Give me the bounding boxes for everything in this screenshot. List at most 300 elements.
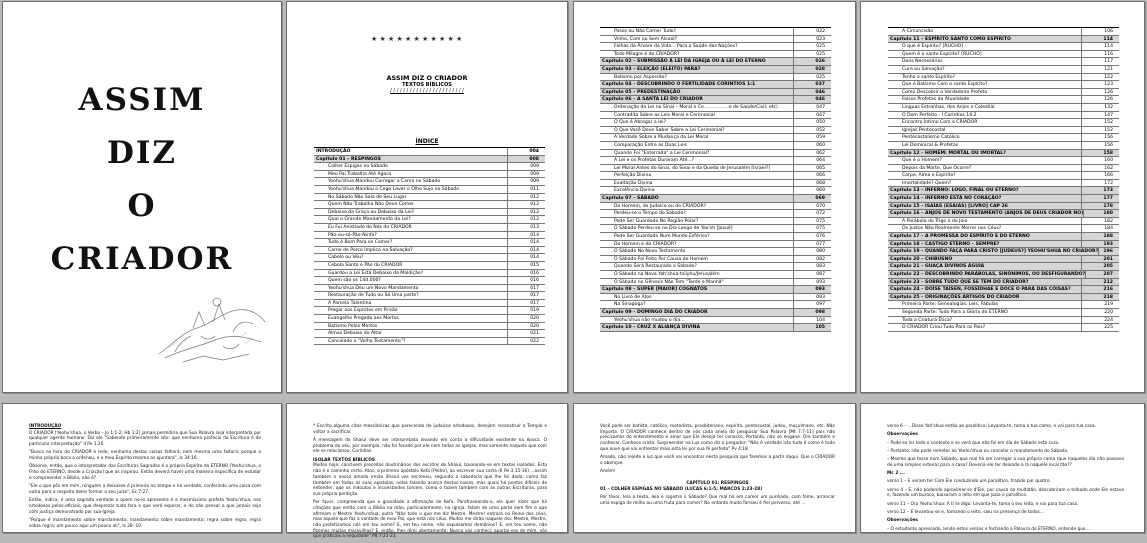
toc-entry-title: No Sábado Não Saia de Seu Lugar (328, 194, 407, 200)
toc-row[interactable] (314, 270, 545, 278)
toc-row[interactable] (888, 74, 1119, 82)
toc-row[interactable] (888, 218, 1119, 226)
paragraph: verso 1 – E veram ter Com Ele conduzindo um paralítico, trazido por quatro. (887, 479, 1051, 485)
toc-entry-page: 156 (1081, 142, 1119, 149)
toc-entry-title: Capítulo 20 – CHIBUSNO (890, 256, 953, 262)
toc-entry-title: Imortalidade? Quem? (902, 180, 952, 186)
toc-entry-page: 075 (793, 218, 831, 225)
toc-row[interactable] (314, 224, 545, 232)
toc-entry-page: 156 (1081, 134, 1119, 141)
toc-row[interactable] (600, 203, 831, 211)
toc-chapter-row[interactable] (888, 203, 1119, 211)
toc-chapter-row[interactable] (888, 256, 1119, 264)
toc-entry-title: Corpo, Alma e Espírito? (902, 173, 956, 179)
toc-entry-page: 166 (1081, 172, 1119, 179)
toc-row[interactable] (600, 248, 831, 256)
chapter-heading: CAPÍTULO 01: RESPINGOS (686, 480, 749, 486)
bullet-item: – Pode-se ler todo o contexto e se verá que não foi em dia de Sábado esta cura. (887, 440, 1060, 446)
toc-entry-title: Falsos Profetas da Atualidade (902, 97, 970, 103)
toc-row[interactable] (314, 323, 545, 331)
toc-row[interactable] (888, 112, 1119, 120)
toc-row[interactable] (888, 172, 1119, 180)
paragraph: "Porque é mandamento sobre mandamento, mandamento sobre mandamento; regra sobre regra, regra sobre regra; um pouco aqui um pouco ali", Is 28: 10. (29, 517, 261, 529)
toc-entry-page: 173 (1081, 187, 1119, 194)
paragraph: Observe, então, que o interpretador das Escrituras Sagradas é o próprio Espírito do ETERNO [Yeohu'shua, o Filho do ETERNO, desde a Criação] que as inspirou. Então deverá haver uma maneira específica de estudar e compreender a Bíblia, não é? (29, 464, 261, 481)
toc-row[interactable] (600, 119, 831, 127)
toc-entry-title: Vinho, Com ou Sem Álcool? (614, 36, 677, 42)
bullet-item: – Portanto, não pode remeter ao Yeohu'shua ou cancelar o mandamento do Sábado. (887, 448, 1069, 454)
toc-entry-title: Exaltação Divina (614, 180, 653, 186)
toc-entry-page: 121 (1081, 66, 1119, 73)
toc-entry-title: Debaixo da Graça ou Debaixo da Lei? (328, 209, 415, 215)
toc-row[interactable] (600, 271, 831, 279)
toc-row[interactable] (314, 232, 545, 240)
toc-entry-title: Capítulo 16 – ANJOS DE NOVO TESTAMENTO (ANJOS DE DEUS CRIADOR NO) (890, 211, 1084, 217)
toc-chapter-row[interactable] (888, 36, 1119, 44)
toc-entry-title: Cura ou Salvação? (902, 66, 945, 72)
toc-table (888, 27, 1119, 332)
toc-row[interactable] (600, 218, 831, 226)
toc-entry-title: O Sábado no Gênesis Não Tem "Tarde e Manhã" (614, 279, 724, 285)
paragraph: Você pode ser batista, católico, metodista, presbiteriano, espírita, pentecostal, judeu, muçulmano, etc. Não importa. O CRIADOR conhece dentro de nós cada anelo do pesquisar Sua Palavra [Mt 7:7-11] pois não precisamos do entendimento e amor que Ele deseja ter conosco, Portanto, não se engane. Ore também e conhecer. Conhece cristo. Surpreender na Luz como diz o pregador: "Não é verdade isto tudo é como é tudo que ouve que vai enfrentar mais esta lei por sua fé perfeito" Pv 4:18. (600, 424, 835, 452)
toc-row[interactable] (888, 225, 1119, 233)
toc-row[interactable] (600, 241, 831, 249)
toc-entry-title: Capítulo 18 – CASTIGO ETERNO – SEMPRE? (890, 241, 1000, 247)
toc-row[interactable] (600, 157, 831, 165)
toc-entry-title: Yeohu'shua não mudou o dia... (614, 317, 685, 323)
toc-entry-page: 059 (793, 134, 831, 141)
toc-row[interactable] (600, 165, 831, 173)
toc-row[interactable] (314, 285, 545, 293)
bullet-text: O estudante apressado, lendo estes versos e fechando a Palavra do ETERNO, entende que ... (890, 526, 1092, 532)
toc-entry-title: Os Justos Não Realmente Morrer nos Céus? (902, 226, 1002, 232)
toc-entry-page: 114 (1081, 43, 1119, 50)
toc-row[interactable] (600, 51, 831, 59)
toc-entry-title: Na Sinagoga? (614, 302, 646, 308)
toc-chapter-row[interactable] (888, 271, 1119, 279)
toc-row[interactable] (314, 239, 545, 247)
toc-row[interactable] (888, 104, 1119, 112)
toc-chapter-row[interactable] (888, 210, 1119, 218)
toc-row[interactable] (888, 119, 1119, 127)
toc-row[interactable] (314, 247, 545, 255)
toc-entry-title: INTRODUÇÃO (316, 149, 351, 154)
toc-entry-title: Encontro Íntimo Com o CRIADOR (902, 120, 978, 126)
toc-entry-page: 097 (793, 301, 831, 308)
toc-entry-title: O Sábado Foi Feito Por Causa do Homem (614, 256, 708, 262)
toc-entry-page: 080 (793, 248, 831, 255)
toc-entry-title: A Circuncisão (902, 29, 934, 34)
toc-row[interactable] (600, 112, 831, 120)
toc-entry-title: Pentecostalismo Católico (902, 135, 960, 141)
toc-row[interactable] (600, 233, 831, 241)
toc-row[interactable] (314, 315, 545, 323)
toc-entry-title: Lei Dominical & Profetas (902, 142, 959, 148)
toc-entry-page: 116 (1081, 51, 1119, 58)
toc-row[interactable] (600, 142, 831, 150)
toc-row[interactable] (600, 263, 831, 271)
toc-entry-title: Cabelo ou Véu? (328, 255, 364, 261)
toc-entry-page: 077 (793, 241, 831, 248)
toc-entry-title: A Parábola do Trigo e do Joio (902, 218, 968, 224)
page-cover[interactable] (2, 1, 282, 393)
toc-entry-title: Que é o Homem? (902, 158, 942, 164)
toc-entry-page: 132 (1081, 104, 1119, 111)
toc-entry-page: 160 (1081, 157, 1119, 164)
toc-entry-title: O que é Espírito? [RUCHO] (902, 44, 964, 50)
toc-row[interactable] (314, 178, 545, 186)
toc-entry-page: 047 (793, 112, 831, 119)
toc-chapter-row[interactable] (600, 324, 831, 332)
toc-row[interactable] (600, 127, 831, 135)
page-toc-2[interactable] (573, 1, 856, 393)
toc-entry-title: Evangelho Pregado aos Mortos (328, 316, 399, 322)
toc-entry-page: 158 (1081, 150, 1119, 157)
toc-row[interactable] (888, 134, 1119, 142)
toc-entry-page: 122 (1081, 74, 1119, 81)
toc-row[interactable] (314, 171, 545, 179)
toc-entry-title: Capítulo 23 – SOBRE TUDO QUE SE TEM DO CRIADOR? (890, 279, 1029, 285)
toc-entry-page: 152 (1081, 119, 1119, 126)
toc-row[interactable] (888, 180, 1119, 188)
toc-entry-title: Linguas Estranhas, dos Anjos e Celestial (902, 104, 995, 110)
toc-row[interactable] (600, 317, 831, 325)
toc-entry-page: 021 (507, 330, 545, 337)
toc-entry-page: 025 (793, 43, 831, 50)
toc-entry-page: 064 (793, 157, 831, 164)
page-text-4[interactable] (860, 403, 1145, 533)
toc-row[interactable] (314, 163, 545, 171)
toc-entry-title: Do Homem e do CRIADOR? (614, 241, 677, 247)
toc-entry-title: Comparação Entre as Duas Leis (614, 142, 687, 148)
toc-entry-title: Tenho o santo Espírito? (902, 74, 956, 80)
toc-row[interactable] (888, 301, 1119, 309)
toc-entry-page: 065 (793, 165, 831, 172)
toc-entry-page: 193 (1081, 241, 1119, 248)
toc-entry-page: 220 (1081, 309, 1119, 316)
toc-entry-page: 020 (507, 315, 545, 322)
toc-entry-title: O Dom Perfeito - I Coríntios 14:2 (902, 112, 977, 118)
cover-title-line: CRIADOR (50, 241, 234, 277)
bullet-item: – Mesmo que fosse num Sábado, que mal há em carregar a sua própria cama (que naqueles dia não passava de uma simples esteira) para a casa? Deveria ele ter deixado-a lá naquele local tão?? (887, 457, 1124, 468)
toc-entry-page: 069 (793, 195, 831, 202)
toc-row[interactable] (888, 28, 1119, 36)
toc-entry-page: 047 (793, 104, 831, 111)
page-text-2[interactable] (286, 403, 568, 540)
toc-entry-page: 117 (1081, 58, 1119, 65)
toc-entry-page: 011 (507, 186, 545, 193)
toc-entry-page: 114 (1081, 36, 1119, 43)
paragraph: verso 6 – ...Disse Yah'shua então ao paralítico: Levanta-te, toma a tua cama, e vai para tua casa. (887, 424, 1097, 429)
book-subtitle: TEXTOS BÍBLICOS (402, 82, 452, 88)
toc-chapter-row[interactable] (600, 309, 831, 317)
toc-entry-page: 218 (1081, 294, 1119, 301)
toc-entry-page: 037 (793, 81, 831, 88)
toc-entry-page: 025 (793, 51, 831, 58)
page-toc-3[interactable] (860, 1, 1145, 393)
toc-row[interactable] (314, 194, 545, 202)
toc-row[interactable] (600, 74, 831, 82)
toc-row[interactable] (888, 43, 1119, 51)
toc-entry-title: Que é Batismo Com o santo Espírito? (902, 82, 988, 88)
toc-entry-page: 022 (793, 28, 831, 35)
toc-entry-title: Primeira Parte: Genealogias, Leis, Fábulas (902, 302, 999, 308)
toc-row[interactable] (600, 36, 831, 44)
toc-entry-page: 093 (793, 294, 831, 301)
toc-entry-page: 013 (507, 224, 545, 231)
toc-entry-title: Guardou a Lei Está Debaixo da Maldição? (328, 270, 424, 276)
toc-row[interactable] (600, 294, 831, 302)
toc-row[interactable] (888, 66, 1119, 74)
toc-row[interactable] (314, 254, 545, 262)
toc-row[interactable] (888, 324, 1119, 332)
toc-entry-page: 098 (793, 309, 831, 316)
toc-chapter-row[interactable] (888, 150, 1119, 158)
toc-chapter-row[interactable] (888, 233, 1119, 241)
toc-chapter-row[interactable] (888, 241, 1119, 249)
toc-row[interactable] (600, 210, 831, 218)
page-text-3[interactable] (573, 403, 856, 533)
toc-entry-page: 016 (507, 277, 545, 284)
cover-title-line: ASSIM (78, 82, 206, 118)
toc-header-row[interactable] (314, 148, 545, 156)
toc-row[interactable] (600, 180, 831, 188)
toc-chapter-row[interactable] (888, 187, 1119, 195)
toc-entry-title: Pode Ser Guardado Num Mundo Esférico? (614, 234, 710, 240)
page-introduction[interactable] (2, 403, 282, 533)
toc-entry-page: 012 (507, 209, 545, 216)
toc-entry-title: Todo Milagre é do CRIADOR? (614, 51, 680, 57)
toc-chapter-row[interactable] (888, 286, 1119, 294)
toc-entry-title: Batismo Pelos Mortos (328, 323, 378, 329)
toc-entry-title: Capítulo 11 – ESPÍRITO SANTO COMO ESPÍRITO (890, 36, 1011, 42)
toc-chapter-row[interactable] (888, 294, 1119, 302)
toc-entry-title: Capítulo 22 – DESCOBRINDO PARÁBOLAS, SINÔNIMOS, OU DESFIGURANDO? (890, 272, 1086, 277)
toc-chapter-row[interactable] (600, 89, 831, 97)
toc-entry-page: 017 (507, 300, 545, 307)
toc-entry-page: 017 (507, 285, 545, 292)
toc-row[interactable] (888, 309, 1119, 317)
toc-row[interactable] (600, 225, 831, 233)
toc-entry-title: Capítulo 01 – RESPINGOS (316, 156, 381, 162)
toc-entry-page: 162 (1081, 165, 1119, 172)
subheading: Observações (887, 518, 918, 524)
toc-row[interactable] (314, 216, 545, 224)
paragraph: Amado, não rejeite a luz que você vai encontrar nesta pesquisa que faremos a partir daqui. Que o CRIADOR o abençoe. (600, 455, 835, 466)
toc-chapter-row[interactable] (314, 156, 545, 164)
paragraph: verso 4 – E, não podendo aproximar-se d'Ele, por causa da multidão, descobriram o telhado onde Ele estava e, fazendo um buraco, baixaram o leito em que jazia o paralítico. (887, 487, 1124, 499)
toc-entry-title: Capítulo 07 – SÁBADO (602, 196, 659, 202)
toc-entry-page: 126 (1081, 96, 1119, 103)
toc-row[interactable] (314, 186, 545, 194)
toc-entry-page: 017 (507, 292, 545, 299)
toc-entry-title: Quem é o santo Espírito? [RUCHO] (902, 51, 982, 57)
toc-entry-title: Capítulo 17 – A PROMESSA DO ESPÍRITO E DO ETERNO (890, 234, 1030, 240)
toc-entry-title: Capítulo 19 – QUANDO FAÇA PARA CRISTO [JUDEUS?] YEOHU'SHUA NO CRIADOR? (890, 249, 1099, 255)
toc-row[interactable] (600, 134, 831, 142)
toc-entry-title: Dons Necessários (902, 59, 943, 65)
toc-entry-title: Capítulo 02 – SUBMISSÃO À LEI DA IGREJA OU À LEI DO ETERNO (602, 59, 766, 65)
toc-row[interactable] (888, 127, 1119, 135)
paragraph: Então, indica, é uma sagrada verdade a quem no-lo apresenta é a mesmíssimo profeta Yeohu'shua, nos ortodoxos pelos-oficiais, que desprezar tudo fora o que verá esperar, e do não pensar a que jamais seja com justiça demonstrado por sua-Igreja. (29, 498, 261, 515)
toc-entry-title: Meu Pai Trabalha Até Agora (328, 171, 392, 177)
toc-row[interactable] (888, 51, 1119, 59)
toc-row[interactable] (314, 300, 545, 308)
toc-row[interactable] (888, 58, 1119, 66)
toc-row[interactable] (600, 256, 831, 264)
toc-row[interactable] (888, 165, 1119, 173)
toc-entry-page: 104 (793, 317, 831, 324)
subheading: 01 – COLHER ESPIGAS NO SÁBADO (LUCAS 6:1-5; MARCOS 2:23-28) (600, 486, 763, 492)
toc-entry-page: 020 (507, 323, 545, 330)
bullet-text: Portanto, não pode remeter ao Yeohu'shua ou cancelar o mandamento do Sábado. (890, 448, 1069, 454)
toc-entry-page: 008 (507, 156, 545, 163)
toc-row[interactable] (888, 157, 1119, 165)
toc-chapter-row[interactable] (600, 195, 831, 203)
toc-row[interactable] (888, 317, 1119, 325)
toc-row[interactable] (314, 209, 545, 217)
toc-entry-page: 082 (793, 256, 831, 263)
toc-entry-page: 207 (1085, 271, 1119, 278)
paragraph: A mensagem do Shaíul deve ser interpretada levando em conta a dificuldade existente na época. O problema do véu, por exemplo, não foi focado por ele nem todas as igrejas, mas somente naquela que com ele se relacionou: Coríntios. (313, 438, 547, 455)
toc-entry-page: 147 (1081, 112, 1119, 119)
toc-entry-title: O Que Você Deve Saber Sobre a Lei Cerimonial? (614, 127, 725, 133)
toc-chapter-row[interactable] (600, 81, 831, 89)
toc-entry-page: 014 (507, 232, 545, 239)
toc-row[interactable] (600, 279, 831, 287)
toc-entry-page: 216 (1081, 286, 1119, 293)
toc-entry-title: Pão-ou-só-Pão-Ninfa? (328, 232, 377, 238)
toc-row[interactable] (600, 43, 831, 51)
toc-entry-page: 016 (507, 270, 545, 277)
toc-chapter-row[interactable] (600, 58, 831, 66)
toc-entry-page: 009 (507, 178, 545, 185)
cover-title (3, 74, 281, 286)
toc-entry-title: Almas Debaixo do Altar (328, 331, 382, 337)
toc-row[interactable] (888, 89, 1119, 97)
index-heading: ÍNDICE (415, 138, 439, 145)
toc-entry-page: 015 (507, 262, 545, 269)
toc-chapter-row[interactable] (888, 279, 1119, 287)
toc-entry-page: 188 (1081, 233, 1119, 240)
toc-entry-title: Pregar aos Espíritos em Prisão (328, 308, 398, 314)
title-stars-decoration: ★ ★ ★ ★ ★ ★ ★ ★ ★ ★ ★ (371, 35, 463, 43)
toc-entry-page: 022 (507, 338, 545, 345)
toc-row[interactable] (314, 277, 545, 285)
toc-entry-page: 205 (1081, 263, 1119, 270)
toc-entry-page: 106 (1081, 28, 1119, 35)
toc-entry-title: Perfeição Divina (614, 173, 652, 179)
page-toc-1[interactable] (286, 1, 568, 393)
paragraph: verso 12 – E levantou-se e, tomando o leito, saiu na presença de todos... (887, 510, 1044, 516)
toc-entry-title: Excelência Divina (614, 188, 655, 194)
toc-row[interactable] (314, 201, 545, 209)
toc-row[interactable] (314, 330, 545, 338)
toc-entry-page: 046 (793, 89, 831, 96)
toc-entry-title: Quando Será Restaurado o Sábado? (614, 264, 697, 270)
toc-entry-title: Quem Não Trabalha Não Deve Comer (328, 202, 414, 208)
toc-row[interactable] (600, 301, 831, 309)
toc-entry-page: 212 (1081, 279, 1119, 286)
toc-entry-title: Capítulo 04 – DESCOBRINDO O FERTILIDADE CORINTIOS 1:1 (602, 82, 756, 88)
toc-entry-page: 152 (1081, 127, 1119, 134)
toc-chapter-row[interactable] (600, 66, 831, 74)
paragraph: "Busca no livro do CRIADOR e lede; nenhuma destas coisas falhará, nem mesmo uma faltará; porque a minha própria boca o ordenou, e o meu Espírito mesmo as ajuntará", Is 34:16. (29, 450, 261, 462)
bullet-item: – O estudante apressado, lendo estes versos e fechando a Palavra do ETERNO, entende que ... (887, 526, 1092, 532)
toc-row[interactable] (314, 262, 545, 270)
toc-entry-page: 023 (793, 36, 831, 43)
toc-entry-page: 026 (793, 58, 831, 65)
toc-entry-title: Yeohu'shua Mandou Carregar a Cama no Sábado (328, 179, 441, 185)
toc-entry-page: 025 (793, 74, 831, 81)
cover-title-line: O (127, 188, 157, 224)
toc-entry-title: O Que é Abrogar a lei? (614, 120, 667, 126)
toc-row[interactable] (600, 150, 831, 158)
toc-entry-title: Colher Espigas no Sábado (328, 164, 388, 170)
toc-chapter-row[interactable] (888, 248, 1119, 256)
toc-row[interactable] (600, 28, 831, 36)
toc-entry-title: Contradita Sobre as Leis Moral e Cerimonial (614, 112, 715, 118)
toc-entry-title: Cancelado o "Velho Testamento"? (328, 338, 406, 344)
toc-chapter-row[interactable] (600, 96, 831, 104)
toc-entry-page: 012 (507, 194, 545, 201)
toc-entry-title: Capítulo 10 – CRUZ X ALIANÇA DIVINA (602, 325, 701, 331)
toc-entry-page: 201 (1081, 256, 1119, 263)
toc-entry-title: Capítulo 08 – SUPER [MAIOR] COGNATOS (602, 287, 708, 293)
toc-chapter-row[interactable] (600, 286, 831, 294)
toc-table (600, 27, 831, 332)
toc-entry-page: 014 (507, 247, 545, 254)
toc-entry-title: Ordenação da Lei no Sinal – Moral e Ce.................e de Saúde/Civil; etc) (614, 104, 778, 110)
toc-row[interactable] (600, 187, 831, 195)
toc-chapter-row[interactable] (888, 195, 1119, 203)
toc-row[interactable] (888, 81, 1119, 89)
toc-entry-title: Capítulo 03 – ELEIÇÃO (ELEITO) PARA? (602, 66, 701, 72)
toc-entry-title: Cebola Santo e Pão do CRIADOR (328, 262, 403, 268)
toc-entry-title: A Parcela Talentina (328, 300, 372, 306)
toc-row[interactable] (888, 96, 1119, 104)
toc-entry-title: Posso ou Não Comer Tudo? (614, 29, 677, 34)
toc-chapter-row[interactable] (888, 263, 1119, 271)
toc-row[interactable] (600, 104, 831, 112)
toc-entry-title: Toda a Criatura Ética? (902, 317, 953, 323)
toc-entry-title: O Sábado Perdeu-se no Dia Longo de Yao'sh [Josué] (614, 226, 733, 232)
toc-entry-page: 184 (1081, 225, 1119, 232)
toc-entry-title: Quem são os 144.000? (328, 278, 381, 284)
page-body (887, 424, 1124, 535)
toc-entry-title: O Sábado na Nova Yah'shua-tsiiyhu/Jerusalém (614, 272, 720, 277)
toc-entry-page: 093 (793, 279, 831, 286)
toc-entry-title: Segunda Parte: Tudo Para a Glória do ETERNO (902, 309, 1008, 315)
toc-entry-page: 046 (793, 96, 831, 103)
toc-row[interactable] (314, 338, 545, 346)
toc-row[interactable] (314, 307, 545, 315)
paragraph: O CRIADOR [Yeohu'shua, o Verbo – Jo 1:1-2; Hb 1:2] jamais permitiria que Sua Palavra seja interpretada por qualquer agente humano. Diz ele "Sabendo primeiramente isto: que nenhuma profecia da Escritura é de particular interpretação" II Pe 1:20. (29, 430, 261, 448)
toc-entry-title: Capítulo 05 – PREDESTINAÇÃO (602, 89, 681, 95)
cover-title-line: DIZ (106, 135, 177, 171)
toc-entry-title: A Verdade Sobre a Mudança da Lei Moral (614, 135, 709, 141)
toc-entry-page: 126 (1081, 89, 1119, 96)
toc-row[interactable] (314, 292, 545, 300)
toc-entry-page: 009 (507, 163, 545, 170)
toc-entry-title: Depois da Morte, Que Ocorre? (902, 165, 972, 171)
toc-row[interactable] (600, 172, 831, 180)
book-subtitle-line: / / / / / / / / / / / / / / / / / / / / / / / (390, 88, 464, 94)
toc-entry-page: 028 (793, 66, 831, 73)
book-title: ASSIM DIZ O CRIADOR (386, 74, 468, 82)
toc-entry-page: 219 (1081, 301, 1119, 308)
toc-row[interactable] (888, 142, 1119, 150)
